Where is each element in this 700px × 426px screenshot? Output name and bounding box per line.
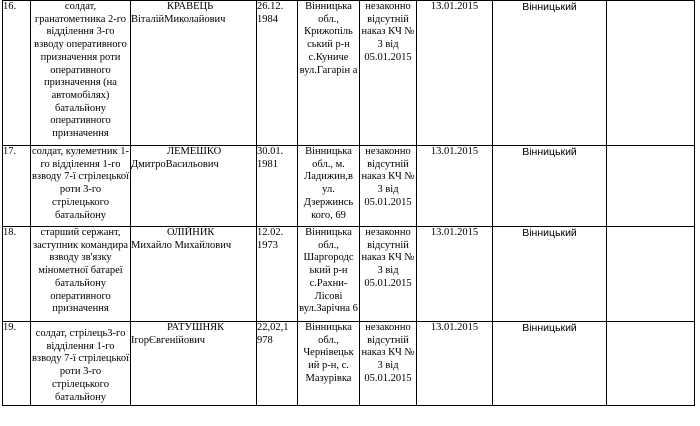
- given-names: ІгорЄвгенійович: [131, 334, 206, 346]
- report-date: 13.01.2015: [417, 227, 493, 322]
- row-number: 17.: [3, 146, 31, 227]
- given-names: Михайло Михайлович: [131, 239, 232, 251]
- table-row: [3, 1, 695, 146]
- surname: ЛЕМЕШКО: [167, 146, 222, 157]
- rank-position: солдат, кулеметник 1-го відділення 1-го взводу 7-ї стрілецької роти 3-го стрілецького батальйону: [31, 146, 131, 227]
- rank-position: солдат, гранатометника 2-го відділення 3-го взводу оперативного призначення роти оперативного призначення (на автомобілях) батальйону оперативного призначення: [31, 1, 131, 146]
- absence-status: незаконно відсутній наказ КЧ № 3 від 05.01.2015: [360, 1, 417, 146]
- notes-cell: [607, 322, 695, 406]
- surname: КРАВЕЦЬ: [167, 1, 214, 12]
- report-date: 13.01.2015: [417, 322, 493, 406]
- report-date: 13.01.2015: [417, 1, 493, 146]
- report-date: 13.01.2015: [417, 146, 493, 227]
- home-address: Вінницька обл., Крижопіль ський р-н с.Куниче вул.Гагарін а: [298, 1, 360, 146]
- table-row: [3, 227, 695, 322]
- home-address: Вінницька обл., Шаргородс ький р-н с.Рахни-Лісові вул.Зарічна 6: [298, 227, 360, 322]
- region: Вінницький: [493, 322, 607, 406]
- home-address: Вінницька обл., м. Ладижин,в ул. Дзержинсь кого, 69: [298, 146, 360, 227]
- birth-date: 26.12. 1984: [257, 1, 298, 146]
- full-name: [131, 322, 257, 406]
- region: Вінницький: [493, 146, 607, 227]
- row-number: 16.: [3, 1, 31, 146]
- full-name: [131, 1, 257, 146]
- birth-date: 22,02,1 978: [257, 322, 298, 406]
- full-name: [131, 146, 257, 227]
- rank-position: старший сержант, заступник командира взводу зв'язку мінометної батареї батальйону оперативного призначення: [31, 227, 131, 322]
- full-name: [131, 227, 257, 322]
- given-names: ВіталійМиколайович: [131, 13, 226, 25]
- home-address: Вінницька обл., Чернівецьк ий р-н, с. Мазурівка: [298, 322, 360, 406]
- surname: ОЛІЙНИК: [167, 227, 215, 238]
- table-row: [3, 146, 695, 227]
- given-names: ДмитроВасильович: [131, 158, 219, 170]
- rank-position: солдат, стрілець3-го відділення 1-го взводу 7-ї стрілецької роти 3-го стрілецького батальйону: [31, 322, 131, 406]
- absence-status: незаконно відсутній наказ КЧ № 3 від 05.01.2015: [360, 227, 417, 322]
- absence-status: незаконно відсутній наказ КЧ № 3 від 05.01.2015: [360, 146, 417, 227]
- region: Вінницький: [493, 227, 607, 322]
- notes-cell: [607, 227, 695, 322]
- notes-cell: [607, 1, 695, 146]
- region: Вінницький: [493, 1, 607, 146]
- surname: РАТУШНЯК: [167, 322, 225, 333]
- table-row: [3, 322, 695, 406]
- deserters-table: [2, 0, 695, 406]
- birth-date: 12.02. 1973: [257, 227, 298, 322]
- notes-cell: [607, 146, 695, 227]
- birth-date: 30.01. 1981: [257, 146, 298, 227]
- row-number: 19.: [3, 322, 31, 406]
- row-number: 18.: [3, 227, 31, 322]
- absence-status: незаконно відсутній наказ КЧ № 3 від 05.01.2015: [360, 322, 417, 406]
